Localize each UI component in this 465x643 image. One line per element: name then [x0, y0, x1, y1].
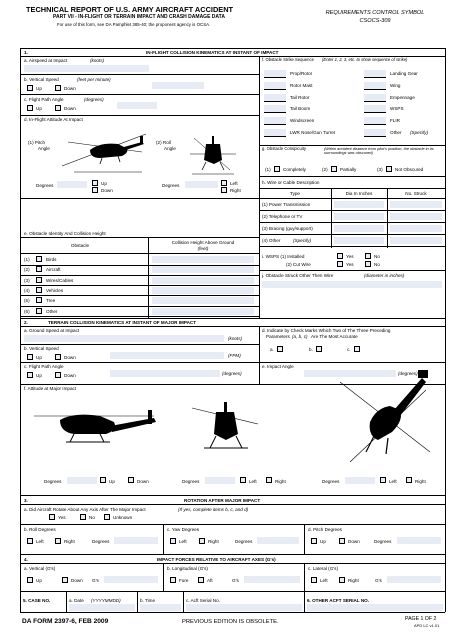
s3-roll-right-checkbox[interactable]	[55, 538, 61, 544]
s1-roll-left-label: Left	[230, 181, 238, 186]
s2-accuracy-a-checkbox[interactable]	[277, 346, 283, 352]
s1-obstacle-name: Birds	[46, 257, 57, 262]
date-label: a. Date	[69, 598, 84, 603]
s3-rotate-note: (If yes, complete items b, c, and d)	[178, 507, 249, 512]
s1-obstacle-height-input[interactable]	[152, 297, 254, 304]
date-input[interactable]	[69, 604, 135, 611]
s1-cutwire-no-checkbox[interactable]	[365, 261, 371, 267]
s1-obstacle-name: Other	[46, 308, 58, 314]
s2-fpa-unit: (degrees)	[222, 371, 242, 376]
s1-wire-dia-input[interactable]	[334, 201, 384, 208]
s1-strike-seq-input[interactable]	[364, 82, 386, 89]
s1-wire-dia-input[interactable]	[334, 237, 384, 244]
s1-wire-dia-input[interactable]	[334, 213, 384, 220]
s1-strike-part-label: Empennage	[390, 94, 415, 100]
s1-strike-seq-input[interactable]	[264, 129, 286, 136]
s3-yaw-degrees-input[interactable]	[257, 537, 299, 544]
s4-lateral-gs-label: G's	[375, 578, 382, 583]
s1-obstacle-height-input[interactable]	[152, 266, 254, 273]
s1-conspicuity-label: g. Obstacle Conspicuity	[262, 146, 306, 151]
s3-roll-label: b. Roll Degrees	[24, 527, 56, 532]
s1-obstacle-height-input[interactable]	[152, 287, 254, 294]
s1-obstacle-height-input[interactable]	[152, 277, 254, 284]
s1-wsps-yes-checkbox[interactable]	[337, 253, 343, 259]
s1-strike-part-label: Windscreen	[290, 118, 315, 124]
time-input[interactable]	[140, 604, 181, 611]
s1-strike-part-label: FLIR	[390, 118, 400, 124]
s1-fpa-label: c. Flight Path Angle	[24, 97, 64, 102]
s3-pitch-label: d. Pitch Degrees	[308, 527, 342, 532]
s2-yaw-degrees-label: Degrees	[322, 479, 340, 484]
s1-vspeed-label: b. Vertical Speed	[24, 77, 59, 82]
s2-yaw-right-checkbox[interactable]	[406, 477, 412, 483]
s1-cutwire-yes-label: Yes	[346, 262, 354, 267]
s4-vertical-label: a. Vertical (G's)	[24, 566, 56, 571]
s1-strike-part-label: Prop/Rotor	[290, 71, 313, 76]
s2-vspeed-label: b. Vertical Speed	[24, 346, 59, 351]
s2-roll-left-checkbox[interactable]	[240, 477, 246, 483]
s1-strike-seq-input[interactable]	[364, 94, 386, 101]
s1-obstacle-col-header: Obstacle	[70, 243, 90, 248]
time-label: b. Time	[140, 598, 156, 603]
csocs-code: CSOCS-309	[359, 18, 391, 24]
s1-wire-struck-input[interactable]	[390, 225, 442, 232]
s1-vspeed-down-checkbox[interactable]	[55, 85, 61, 91]
s4-aft-checkbox[interactable]	[198, 577, 204, 583]
pamphlet-note: For use of this form, see DA Pamphlet 385-40; the proponent agency is OCSA.	[57, 22, 211, 27]
s1-strike-part-label: Tail Boom	[290, 106, 311, 112]
s2-yaw-degrees-input[interactable]	[345, 477, 375, 484]
s2-pitch-degrees-input[interactable]	[67, 477, 97, 484]
other-serial-label: 6. OTHER ACFT SERIAL NO.	[307, 598, 370, 603]
s3-pitch-up-label: Up	[320, 539, 326, 544]
s1-airspeed-input[interactable]	[24, 65, 149, 72]
s3-yaw-left-checkbox[interactable]	[170, 538, 176, 544]
s1-other-struck-input[interactable]	[262, 281, 442, 288]
s2-groundspeed-input[interactable]	[24, 335, 224, 342]
s2-pitch-down-label: Down	[137, 479, 149, 484]
s2-accuracy-c-label: c.	[347, 347, 351, 352]
s3-rotate-unknown-checkbox[interactable]	[104, 514, 110, 520]
s3-yaw-left-label: Left	[179, 539, 187, 544]
s1-conspicuity-note: (Within accident distance from pilot's position, the obstacle in its surroundings was obscured)	[324, 146, 434, 156]
s1-strike-seq-input[interactable]	[364, 129, 386, 136]
s2-yaw-left-checkbox[interactable]	[380, 477, 386, 483]
s2-groundspeed-unit: (knots)	[228, 336, 243, 341]
s1-pitch-down-label: Down	[101, 188, 113, 193]
s2-fpa-label: c. Flight Path Angle	[24, 364, 64, 369]
s2-pitch-up-label: Up	[109, 479, 115, 484]
helicopter-front-icon	[188, 134, 238, 178]
s2-vspeed-input[interactable]	[110, 352, 224, 359]
s1-strike-seq-input[interactable]	[264, 117, 286, 124]
s2-groundspeed-label: a. Ground Speed at Impact	[24, 328, 80, 333]
s1-fpa-down-checkbox[interactable]	[55, 105, 61, 111]
s1-partially-label: Partially	[340, 167, 357, 172]
s1-roll-angle-label: Angle	[164, 146, 176, 151]
s1-obstacle-num: (6)	[24, 308, 30, 314]
s3-rotate-unknown-label: Unknown	[113, 515, 133, 520]
case-number-label: 5. CASE NO.	[23, 598, 51, 603]
s2-pitch-up-checkbox[interactable]	[100, 477, 106, 483]
section-3-title: ROTATION AFTER MAJOR IMPACT	[184, 498, 261, 503]
s1-obstacle-height-input[interactable]	[152, 308, 254, 315]
s1-strike-label: f. Obstacle Strike Sequence	[262, 57, 314, 62]
s1-completely-label: Completely	[283, 167, 306, 172]
s1-not-obscured-checkbox[interactable]	[386, 166, 392, 172]
s2-accuracy-c-checkbox[interactable]	[354, 346, 360, 352]
s1-g2-num: (2)	[322, 167, 328, 172]
s1-completely-checkbox[interactable]	[274, 166, 280, 172]
section-4-number: 4.	[24, 557, 28, 562]
s1-wire-label: h. Wire or Cable Description	[262, 180, 320, 185]
s1-fpa-up-label: Up	[36, 106, 42, 111]
s4-vertical-input[interactable]	[104, 576, 158, 583]
s2-vspeed-down-checkbox[interactable]	[55, 354, 61, 360]
s2-pitch-degrees-label: Degrees	[44, 479, 62, 484]
s1-wsps-yes-label: Yes	[346, 254, 354, 259]
other-serial-input[interactable]	[307, 604, 443, 611]
s1-fpa-down-label: Down	[64, 106, 76, 111]
s2-fpa-input[interactable]	[110, 370, 220, 377]
s1-wire-type-header: Type	[290, 191, 300, 196]
s1-wire-other-specify: (Specify)	[293, 238, 312, 243]
s1-wire-struck-input[interactable]	[390, 237, 442, 244]
s2-accuracy-b-label: b.	[309, 347, 313, 352]
s1-obstacle-name: Tree	[46, 298, 56, 304]
s1-vspeed-input[interactable]	[152, 82, 204, 89]
s4-lateral-left-checkbox[interactable]	[311, 577, 317, 583]
s1-pitch-degrees-label: Degrees	[36, 183, 54, 188]
s1-wire-dia-input[interactable]	[334, 225, 384, 232]
s1-pitch-angle-label: Angle	[38, 146, 50, 151]
s1-obstacle-name: Aircraft	[46, 267, 61, 273]
section-2-title: TERRAIN COLLISION KINEMATICS AT INSTANT OF MAJOR IMPACT	[48, 320, 197, 325]
s1-obstacle-height-input[interactable]	[152, 256, 254, 263]
s1-strike-part-label: Other	[390, 130, 402, 135]
s2-impact-angle-label: e. Impact Angle	[262, 364, 294, 369]
s1-wire-dia-header: Dia In Inches	[345, 191, 373, 196]
s2-accuracy-label: d. Indicate by Check Marks Which Two of The Three Preceding	[262, 328, 391, 333]
s1-airspeed-label: a. Airspeed at Impact	[24, 58, 68, 63]
s3-roll-degrees-label: Degrees	[92, 539, 110, 544]
s1-strike-part-label: Rotor Mast	[290, 82, 313, 88]
s2-roll-degrees-label: Degrees	[182, 479, 200, 484]
s1-obstacle-num: (5)	[24, 298, 30, 304]
req-control-symbol: REQUIREMENTS CONTROL SYMBOL	[325, 10, 425, 16]
s1-wsps-label: i. WSPS (1) Installed	[262, 254, 305, 259]
s1-strike-seq-input[interactable]	[264, 105, 286, 112]
s2-yaw-left-label: Left	[389, 479, 397, 484]
section-2-number: 2.	[24, 320, 28, 325]
s4-vertical-up-label: Up	[36, 578, 42, 583]
section-4-title: IMPACT FORCES RELATIVE TO AIRCRAFT AXES (G's)	[157, 557, 276, 562]
s1-strike-part-label: Wing	[390, 82, 401, 88]
s1-roll-degrees-input[interactable]	[185, 181, 218, 188]
s1-obstacle-checkbox[interactable]	[36, 297, 42, 303]
s3-roll-left-label: Left	[36, 539, 44, 544]
s2-vspeed-up-label: Up	[36, 355, 42, 360]
section-3-number: 3.	[24, 498, 28, 503]
s1-vspeed-down-label: Down	[64, 86, 76, 91]
section-1-number: 1.	[24, 50, 28, 55]
edition-note: PREVIOUS EDITION IS OBSOLETE.	[182, 619, 279, 625]
s1-obstacle-num: (2)	[24, 267, 30, 273]
s3-pitch-down-checkbox[interactable]	[339, 538, 345, 544]
s1-fpa-input[interactable]	[117, 102, 157, 109]
s4-lateral-input[interactable]	[387, 576, 441, 583]
date-format: (YYYYMMDD)	[91, 598, 121, 603]
s1-strike-part-label: WSPS	[390, 106, 404, 112]
s4-longitudinal-gs-label: G's	[232, 578, 239, 583]
s2-accuracy-label-4: Are The Most Accurate	[311, 334, 358, 339]
s1-strike-seq-input[interactable]	[364, 105, 386, 112]
s1-strike-note: (Enter 1, 2, 3, etc. to show sequence of strike)	[322, 57, 408, 62]
s1-wire-struck-header: No. Struck	[405, 191, 427, 196]
s1-fpa-up-checkbox[interactable]	[27, 105, 33, 111]
s3-rotate-no-checkbox[interactable]	[80, 514, 86, 520]
s1-other-struck-label: j. Obstacle Struck Other Then Wire	[262, 273, 334, 278]
s3-yaw-right-label: Right	[208, 539, 219, 544]
s4-vertical-down-label: Down	[71, 578, 83, 583]
s4-vertical-gs-label: G's	[92, 578, 99, 583]
s1-roll-left-checkbox[interactable]	[221, 180, 227, 186]
s1-obstacle-checkbox[interactable]	[36, 266, 42, 272]
s1-strike-other-specify: (Specify)	[410, 130, 429, 135]
s1-roll-right-label: Right	[230, 188, 241, 193]
s3-pitch-degrees-label: Degrees	[374, 539, 392, 544]
apd-version: APD LC v1.01	[414, 623, 440, 628]
s2-fpa-down-label: Down	[64, 373, 76, 378]
s1-strike-seq-input[interactable]	[264, 82, 286, 89]
s1-pitch-up-checkbox[interactable]	[92, 180, 98, 186]
s1-wsps-no-label: No	[374, 254, 380, 259]
s1-pitch-up-label: Up	[101, 181, 107, 186]
s4-fore-checkbox[interactable]	[170, 577, 176, 583]
page-number: PAGE 1 OF 2	[405, 616, 437, 622]
s3-yaw-label: c. Yaw Degrees	[167, 527, 200, 532]
s3-rotate-no-label: No	[89, 515, 95, 520]
s2-accuracy-label-3: (a, b, c)	[292, 334, 308, 339]
s3-roll-degrees-input[interactable]	[114, 537, 158, 544]
s2-fpa-down-checkbox[interactable]	[55, 372, 61, 378]
s3-rotate-label: a. Did Aircraft Rotate About Any Axis After The Major Impact	[24, 507, 146, 512]
s4-lateral-left-label: Left	[320, 578, 328, 583]
s1-g1-num: (1)	[265, 167, 271, 172]
s1-strike-part-label: Tail Rotor	[290, 94, 310, 100]
s1-obstacle-num: (1)	[24, 257, 30, 262]
s1-other-struck-unit: (diameter in inches)	[364, 273, 405, 278]
s1-obstacle-label: e. Obstacle Identity And Collision Height	[24, 231, 106, 236]
s1-roll-degrees-label: Degrees	[162, 183, 180, 188]
s1-obstacle-checkbox[interactable]	[36, 287, 42, 293]
s3-yaw-degrees-label: Degrees	[235, 539, 253, 544]
s3-pitch-down-label: Down	[348, 539, 360, 544]
form-title: TECHNICAL REPORT OF U.S. ARMY AIRCRAFT ACCIDENT	[26, 5, 234, 14]
s3-rotate-yes-checkbox[interactable]	[49, 514, 55, 520]
s1-height-col-header: Collision Height Above Ground	[171, 240, 235, 245]
helicopter-side-icon	[60, 128, 152, 176]
s2-fpa-up-checkbox[interactable]	[27, 372, 33, 378]
s3-pitch-degrees-input[interactable]	[397, 537, 441, 544]
s1-strike-part-label: Landing Gear	[390, 71, 418, 76]
form-number: DA FORM 2397-6, FEB 2009	[22, 618, 109, 625]
acft-serial-label: c. Acft Serial No.	[186, 598, 220, 603]
s1-roll-right-checkbox[interactable]	[221, 187, 227, 193]
s4-longitudinal-label: b. Longitudinal (G's)	[167, 566, 208, 571]
s3-rotate-yes-label: Yes	[58, 515, 66, 520]
s1-strike-seq-input[interactable]	[364, 117, 386, 124]
s1-wsps-no-checkbox[interactable]	[365, 253, 371, 259]
s1-obstacle-checkbox[interactable]	[36, 308, 42, 314]
s1-obstacle-checkbox[interactable]	[36, 277, 42, 283]
s2-roll-degrees-input[interactable]	[205, 477, 235, 484]
s1-vspeed-up-checkbox[interactable]	[27, 85, 33, 91]
s2-roll-right-label: Right	[275, 479, 286, 484]
s1-cutwire-label: (2) Cut Wire	[286, 262, 311, 267]
s1-wire-type-label: (3) Bracing (guy/support)	[262, 226, 313, 231]
s2-accuracy-label-2: Parameters	[266, 334, 290, 339]
form-subtitle: PART VII - IN-FLIGHT OR TERRAIN IMPACT AND CRASH DAMAGE DATA	[53, 14, 225, 20]
s3-yaw-right-checkbox[interactable]	[199, 538, 205, 544]
s1-wire-type-label: (2) Telephone or TV	[262, 214, 303, 219]
s2-fpa-up-label: Up	[36, 373, 42, 378]
s4-aft-label: Aft	[207, 578, 213, 583]
s1-partially-checkbox[interactable]	[331, 166, 337, 172]
s1-obstacle-checkbox[interactable]	[36, 256, 42, 262]
s2-impact-angle-unit: (degrees)	[398, 371, 418, 376]
s1-g3-num: (3)	[377, 167, 383, 172]
helicopter-top-view-icon	[330, 362, 440, 472]
s4-lateral-label: c. Lateral (G's)	[308, 566, 338, 571]
s1-vspeed-up-label: Up	[36, 86, 42, 91]
s4-fore-label: Fore	[179, 578, 189, 583]
s2-roll-left-label: Left	[249, 479, 257, 484]
s4-vertical-down-checkbox[interactable]	[62, 577, 68, 583]
helicopter-pitch-icon	[30, 392, 160, 450]
s1-height-unit: (feet)	[197, 246, 209, 251]
s1-not-obscured-label: Not Obscured	[395, 167, 424, 172]
s1-roll-label: (2) Roll	[156, 140, 171, 145]
s1-fpa-unit: (degrees)	[84, 97, 104, 102]
s2-vspeed-unit: (FPM)	[228, 353, 241, 358]
s2-accuracy-a-label: a.	[270, 347, 274, 352]
s1-wire-struck-input[interactable]	[390, 201, 442, 208]
s1-pitch-down-checkbox[interactable]	[92, 187, 98, 193]
s2-accuracy-b-checkbox[interactable]	[316, 346, 322, 352]
s2-roll-right-checkbox[interactable]	[266, 477, 272, 483]
s1-pitch-label: (1) Pitch	[28, 140, 46, 145]
s4-vertical-up-checkbox[interactable]	[27, 577, 33, 583]
s1-vspeed-unit: (feet per minute)	[77, 77, 111, 82]
s3-roll-right-label: Right	[64, 539, 75, 544]
s1-airspeed-unit: (knots)	[90, 58, 105, 63]
s1-cutwire-no-label: No	[374, 262, 380, 267]
s1-strike-part-label: LWR Nose/Gun Turret	[290, 130, 336, 135]
section-1-title: IN-FLIGHT COLLISION KINEMATICS AT INSTANT OF IMPACT	[146, 50, 279, 55]
acft-serial-input[interactable]	[186, 604, 302, 611]
s3-pitch-up-checkbox[interactable]	[311, 538, 317, 544]
s2-pitch-down-checkbox[interactable]	[128, 477, 134, 483]
s1-wire-type-label: (4) Other	[262, 238, 281, 243]
s2-vspeed-up-checkbox[interactable]	[27, 354, 33, 360]
s4-longitudinal-input[interactable]	[244, 576, 300, 583]
s1-strike-seq-input[interactable]	[264, 70, 286, 77]
helicopter-front-view-icon	[190, 390, 260, 456]
s1-strike-seq-input[interactable]	[264, 94, 286, 101]
s2-vspeed-down-label: Down	[64, 355, 76, 360]
s1-attitude-label: d. In-Flight Attitude At Impact	[24, 117, 83, 122]
s1-cutwire-yes-checkbox[interactable]	[337, 261, 343, 267]
s1-obstacle-name: Wires/Cables	[46, 277, 74, 283]
s2-yaw-right-label: Right	[415, 479, 426, 484]
s1-obstacle-num: (4)	[24, 287, 30, 293]
s1-wire-type-label: (1) Power Transmission	[262, 202, 311, 207]
s3-roll-left-checkbox[interactable]	[27, 538, 33, 544]
s4-lateral-right-checkbox[interactable]	[339, 577, 345, 583]
s1-strike-seq-input[interactable]	[364, 70, 386, 77]
s4-lateral-right-label: Right	[348, 578, 359, 583]
s1-obstacle-name: Vehicles	[46, 287, 64, 293]
s1-obstacle-num: (3)	[24, 277, 30, 283]
s1-wire-struck-input[interactable]	[390, 213, 442, 220]
s1-pitch-degrees-input[interactable]	[57, 181, 87, 188]
s2-attitude-label: f. Attitude at Major Impact	[24, 386, 77, 391]
